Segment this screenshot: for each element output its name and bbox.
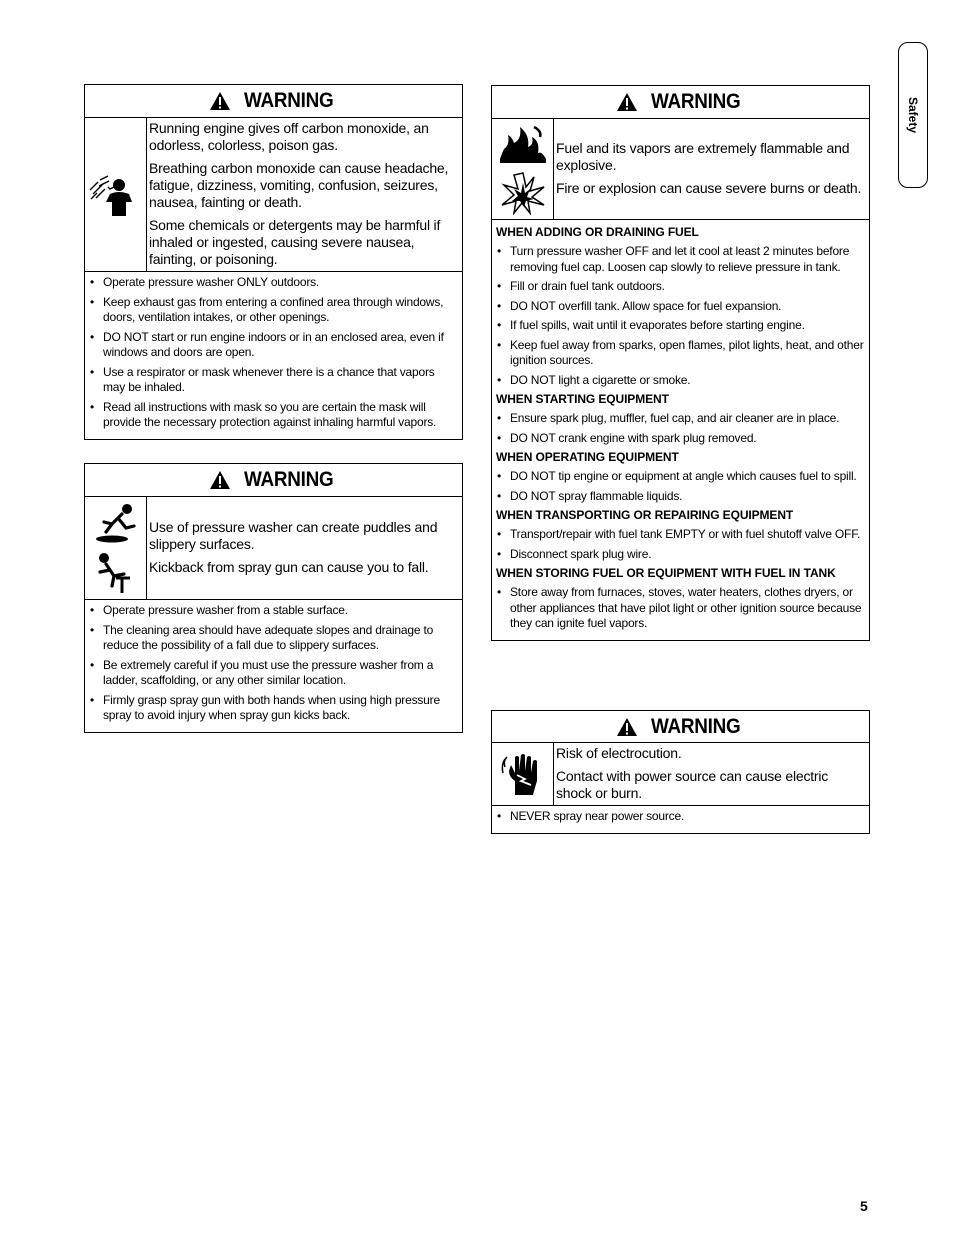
hazard-messages: [147, 497, 462, 599]
section-heading: WHEN TRANSPORTING OR REPAIRING EQUIPMENT: [496, 508, 794, 522]
list-item: • Disconnect spark plug wire.: [496, 547, 865, 563]
warning-box-fuel: [491, 85, 870, 641]
hazard-icons: [492, 743, 554, 805]
section-heading: WHEN STORING FUEL OR EQUIPMENT WITH FUEL IN TANK: [496, 566, 836, 580]
list-item: • Read all instructions with mask so you are certain the mask will provide the necessary protection against inhaling harmful vapors.: [89, 400, 458, 431]
precautions-list: [85, 272, 462, 439]
warning-header: [85, 85, 462, 118]
toxic-fumes-icon: [88, 172, 144, 218]
hazard-message: Running engine gives off carbon monoxide, an odorless, colorless, poison gas.: [149, 120, 429, 153]
hazard-panel: [492, 119, 869, 220]
hazard-icons: [85, 497, 147, 599]
precautions-list: [492, 806, 869, 833]
warning-header: [85, 464, 462, 497]
list-item: • Ensure spark plug, muffler, fuel cap, and air cleaner are in place.: [496, 411, 865, 427]
list-item: • Operate pressure washer ONLY outdoors.: [89, 275, 458, 291]
list-item: • Keep exhaust gas from entering a confined area through windows, doors, ventilation intakes, or other openings.: [89, 295, 458, 326]
list-item: • DO NOT crank engine with spark plug removed.: [496, 431, 865, 447]
hazard-icons: [85, 118, 147, 271]
section-tab-safety: [898, 42, 928, 188]
list-item: • Use a respirator or mask whenever there is a chance that vapors may be inhaled.: [89, 365, 458, 396]
hazard-messages: [554, 119, 869, 219]
warning-title: WARNING: [243, 89, 334, 112]
hazard-icons: [492, 119, 554, 219]
explosion-icon: [500, 171, 546, 215]
warning-title: WARNING: [650, 90, 741, 113]
hazard-panel: [492, 743, 869, 806]
list-item: • Fill or drain fuel tank outdoors.: [496, 279, 865, 295]
list-item: • DO NOT start or run engine indoors or in an enclosed area, even if windows and doors are open.: [89, 330, 458, 361]
hazard-message: Kickback from spray gun can cause you to fall.: [149, 559, 429, 575]
alert-triangle-icon: [616, 92, 638, 112]
list-item: • If fuel spills, wait until it evaporates before starting engine.: [496, 318, 865, 334]
list-item: • Store away from furnaces, stoves, water heaters, clothes dryers, or other appliances that have pilot light or other ignition source because they can ignite fuel vapors.: [496, 585, 865, 632]
kickback-fall-icon: [94, 550, 138, 594]
list-item: • Keep fuel away from sparks, open flames, pilot lights, heat, and other ignition sources.: [496, 338, 865, 369]
warning-title: WARNING: [243, 468, 334, 491]
warning-title: WARNING: [650, 714, 741, 738]
list-item: • DO NOT spray flammable liquids.: [496, 489, 865, 505]
alert-triangle-icon: [616, 717, 638, 737]
slip-hazard-icon: [94, 502, 138, 544]
warning-header: [492, 86, 869, 119]
hazard-message: Fire or explosion can cause severe burns or death.: [556, 180, 862, 196]
list-item: • The cleaning area should have adequate slopes and drainage to reduce the possibility of a fall due to slippery surfaces.: [89, 623, 458, 654]
fire-icon: [498, 123, 548, 165]
section-heading: WHEN OPERATING EQUIPMENT: [496, 450, 679, 464]
alert-triangle-icon: [209, 470, 231, 490]
list-item: • Transport/repair with fuel tank EMPTY or with fuel shutoff valve OFF.: [496, 527, 865, 543]
hazard-message: Breathing carbon monoxide can cause headache, fatigue, dizziness, vomiting, confusion, seizures, nausea, fainting or death.: [149, 160, 449, 210]
hazard-message: Use of pressure washer can create puddles and slippery surfaces.: [149, 519, 438, 552]
list-item: • DO NOT light a cigarette or smoke.: [496, 373, 865, 389]
list-item: • Be extremely careful if you must use the pressure washer from a ladder, scaffolding, or any other similar location.: [89, 658, 458, 689]
warning-header: [492, 711, 869, 743]
section-heading: WHEN ADDING OR DRAINING FUEL: [496, 225, 699, 239]
list-item: • Operate pressure washer from a stable surface.: [89, 603, 458, 619]
list-item: • Turn pressure washer OFF and let it cool at least 2 minutes before removing fuel cap. Loosen cap slowly to relieve pressure in tank.: [496, 244, 865, 275]
section-tab-label: Safety: [906, 96, 920, 134]
warning-box-carbon-monoxide: [84, 84, 463, 440]
hazard-messages: [147, 118, 462, 271]
list-item: • Firmly grasp spray gun with both hands when using high pressure spray to avoid injury when spray gun kicks back.: [89, 693, 458, 724]
section-heading: WHEN STARTING EQUIPMENT: [496, 392, 669, 406]
electric-shock-hand-icon: [501, 751, 545, 797]
list-item: • DO NOT overfill tank. Allow space for fuel expansion.: [496, 299, 865, 315]
hazard-message: Some chemicals or detergents may be harmful if inhaled or ingested, causing severe nausea, fainting, or poisoning.: [149, 217, 441, 267]
hazard-message: Contact with power source can cause electric shock or burn.: [556, 768, 829, 801]
hazard-message: Fuel and its vapors are extremely flammable and explosive.: [556, 140, 850, 173]
hazard-panel: [85, 497, 462, 600]
hazard-message: Risk of electrocution.: [556, 745, 682, 761]
alert-triangle-icon: [209, 91, 231, 111]
page-number: 5: [860, 1198, 868, 1214]
precautions-list: [492, 220, 869, 640]
warning-box-electrocution: [491, 710, 870, 834]
precautions-list: [85, 600, 462, 732]
hazard-panel: [85, 118, 462, 272]
hazard-messages: [554, 743, 869, 805]
warning-box-slip-fall: [84, 463, 463, 733]
list-item: • NEVER spray near power source.: [496, 809, 865, 825]
list-item: • DO NOT tip engine or equipment at angle which causes fuel to spill.: [496, 469, 865, 485]
